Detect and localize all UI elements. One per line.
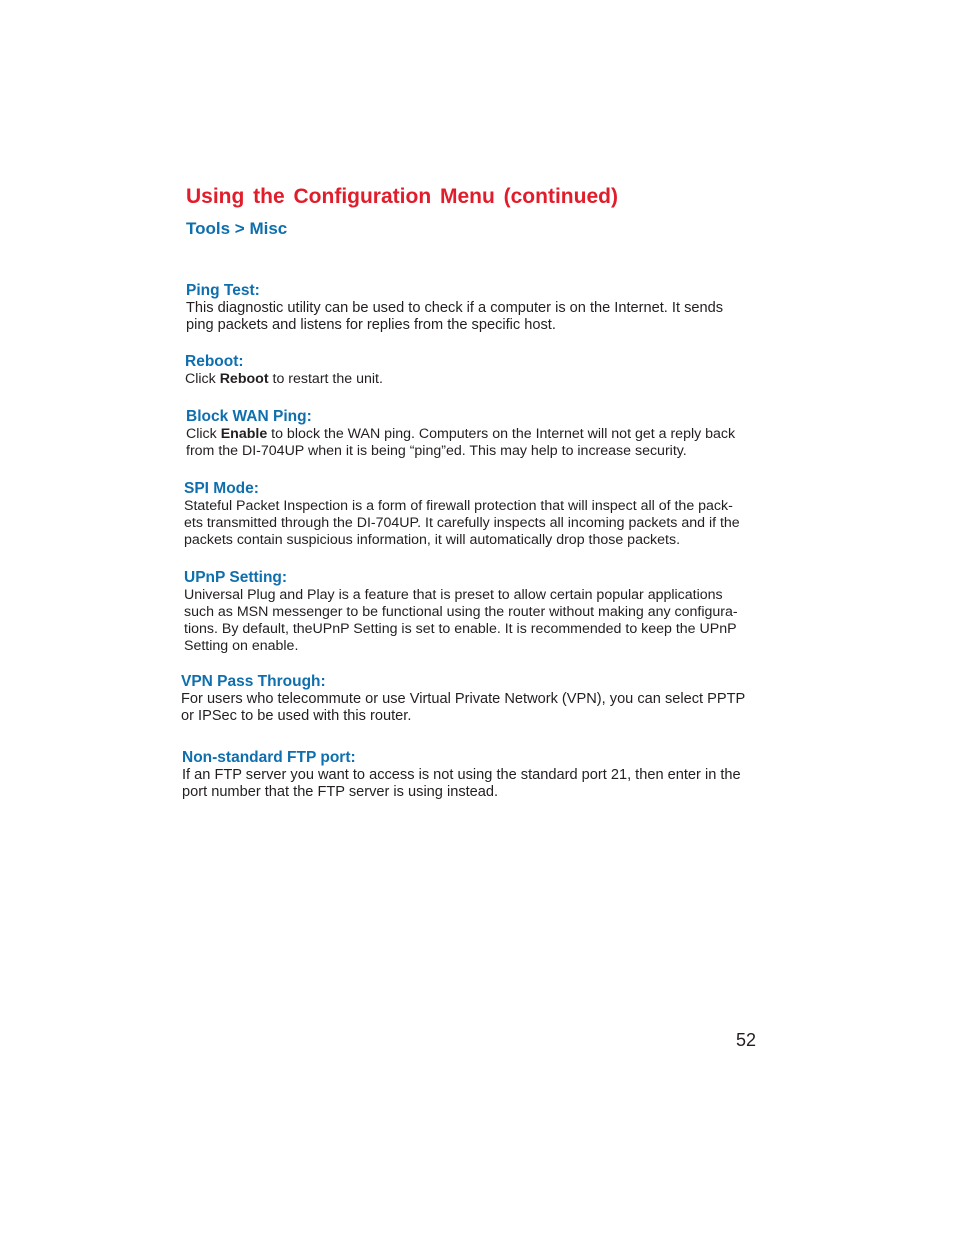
section-heading: UPnP Setting: xyxy=(184,569,288,586)
body-line: Universal Plug and Play is a feature that is preset to allow certain popular applications xyxy=(184,587,723,603)
section-heading: Ping Test: xyxy=(186,282,260,299)
section-non-standard-ftp-port xyxy=(182,749,782,801)
section-body xyxy=(185,371,785,388)
body-line: ping packets and listens for replies from the specific host. xyxy=(186,317,556,333)
section-body xyxy=(181,691,781,725)
body-text: Click xyxy=(185,371,220,387)
body-line: If an FTP server you want to access is not using the standard port 21, then enter in the xyxy=(182,767,741,783)
body-line: tions. By default, theUPnP Setting is set to enable. It is recommended to keep the UPnP xyxy=(184,621,737,637)
body-line: Setting on enable. xyxy=(184,638,299,654)
section-reboot xyxy=(185,353,785,388)
page-title: Using the Configuration Menu (continued) xyxy=(186,185,618,208)
body-line: packets contain suspicious information, it will automatically drop those packets. xyxy=(184,532,681,548)
body-strong: Reboot xyxy=(219,371,269,387)
body-text: Click xyxy=(186,426,221,442)
section-body xyxy=(184,587,784,655)
section-block-wan-ping xyxy=(186,408,786,460)
section-vpn-pass-through xyxy=(181,673,781,725)
body-line: This diagnostic utility can be used to check if a computer is on the Internet. It sends xyxy=(186,300,724,316)
section-upnp-setting xyxy=(184,569,784,655)
body-line: such as MSN messenger to be functional using the router without making any configura- xyxy=(184,604,738,620)
section-body xyxy=(184,498,784,549)
body-text: to restart the unit. xyxy=(268,371,383,387)
body-line: Stateful Packet Inspection is a form of firewall protection that will inspect all of the pack- xyxy=(184,498,733,514)
section-heading: Block WAN Ping: xyxy=(186,408,312,425)
section-heading: Reboot: xyxy=(185,353,244,370)
body-strong: Enable xyxy=(220,426,268,442)
section-heading: SPI Mode: xyxy=(184,480,259,497)
section-heading: Non-standard FTP port: xyxy=(182,749,356,766)
section-body xyxy=(186,426,786,460)
body-line: port number that the FTP server is using instead. xyxy=(182,784,499,800)
body-line: ets transmitted through the DI-704UP. It carefully inspects all incoming packets and if the xyxy=(184,515,740,531)
section-body xyxy=(186,300,786,334)
body-line xyxy=(185,371,785,388)
body-line: or IPSec to be used with this router. xyxy=(181,708,412,724)
section-spi-mode xyxy=(184,480,784,549)
body-line: For users who telecommute or use Virtual Private Network (VPN), you can select PPTP xyxy=(181,691,746,707)
page-number: 52 xyxy=(736,1030,757,1050)
section-heading: VPN Pass Through: xyxy=(181,673,326,690)
page-subtitle: Tools > Misc xyxy=(186,219,288,238)
section-body xyxy=(182,767,782,801)
body-text: to block the WAN ping. Computers on the Internet will not get a reply back xyxy=(267,426,736,442)
body-line xyxy=(186,426,786,443)
body-line: from the DI-704UP when it is being “ping”ed. This may help to increase security. xyxy=(186,443,687,459)
section-ping-test xyxy=(186,282,786,334)
